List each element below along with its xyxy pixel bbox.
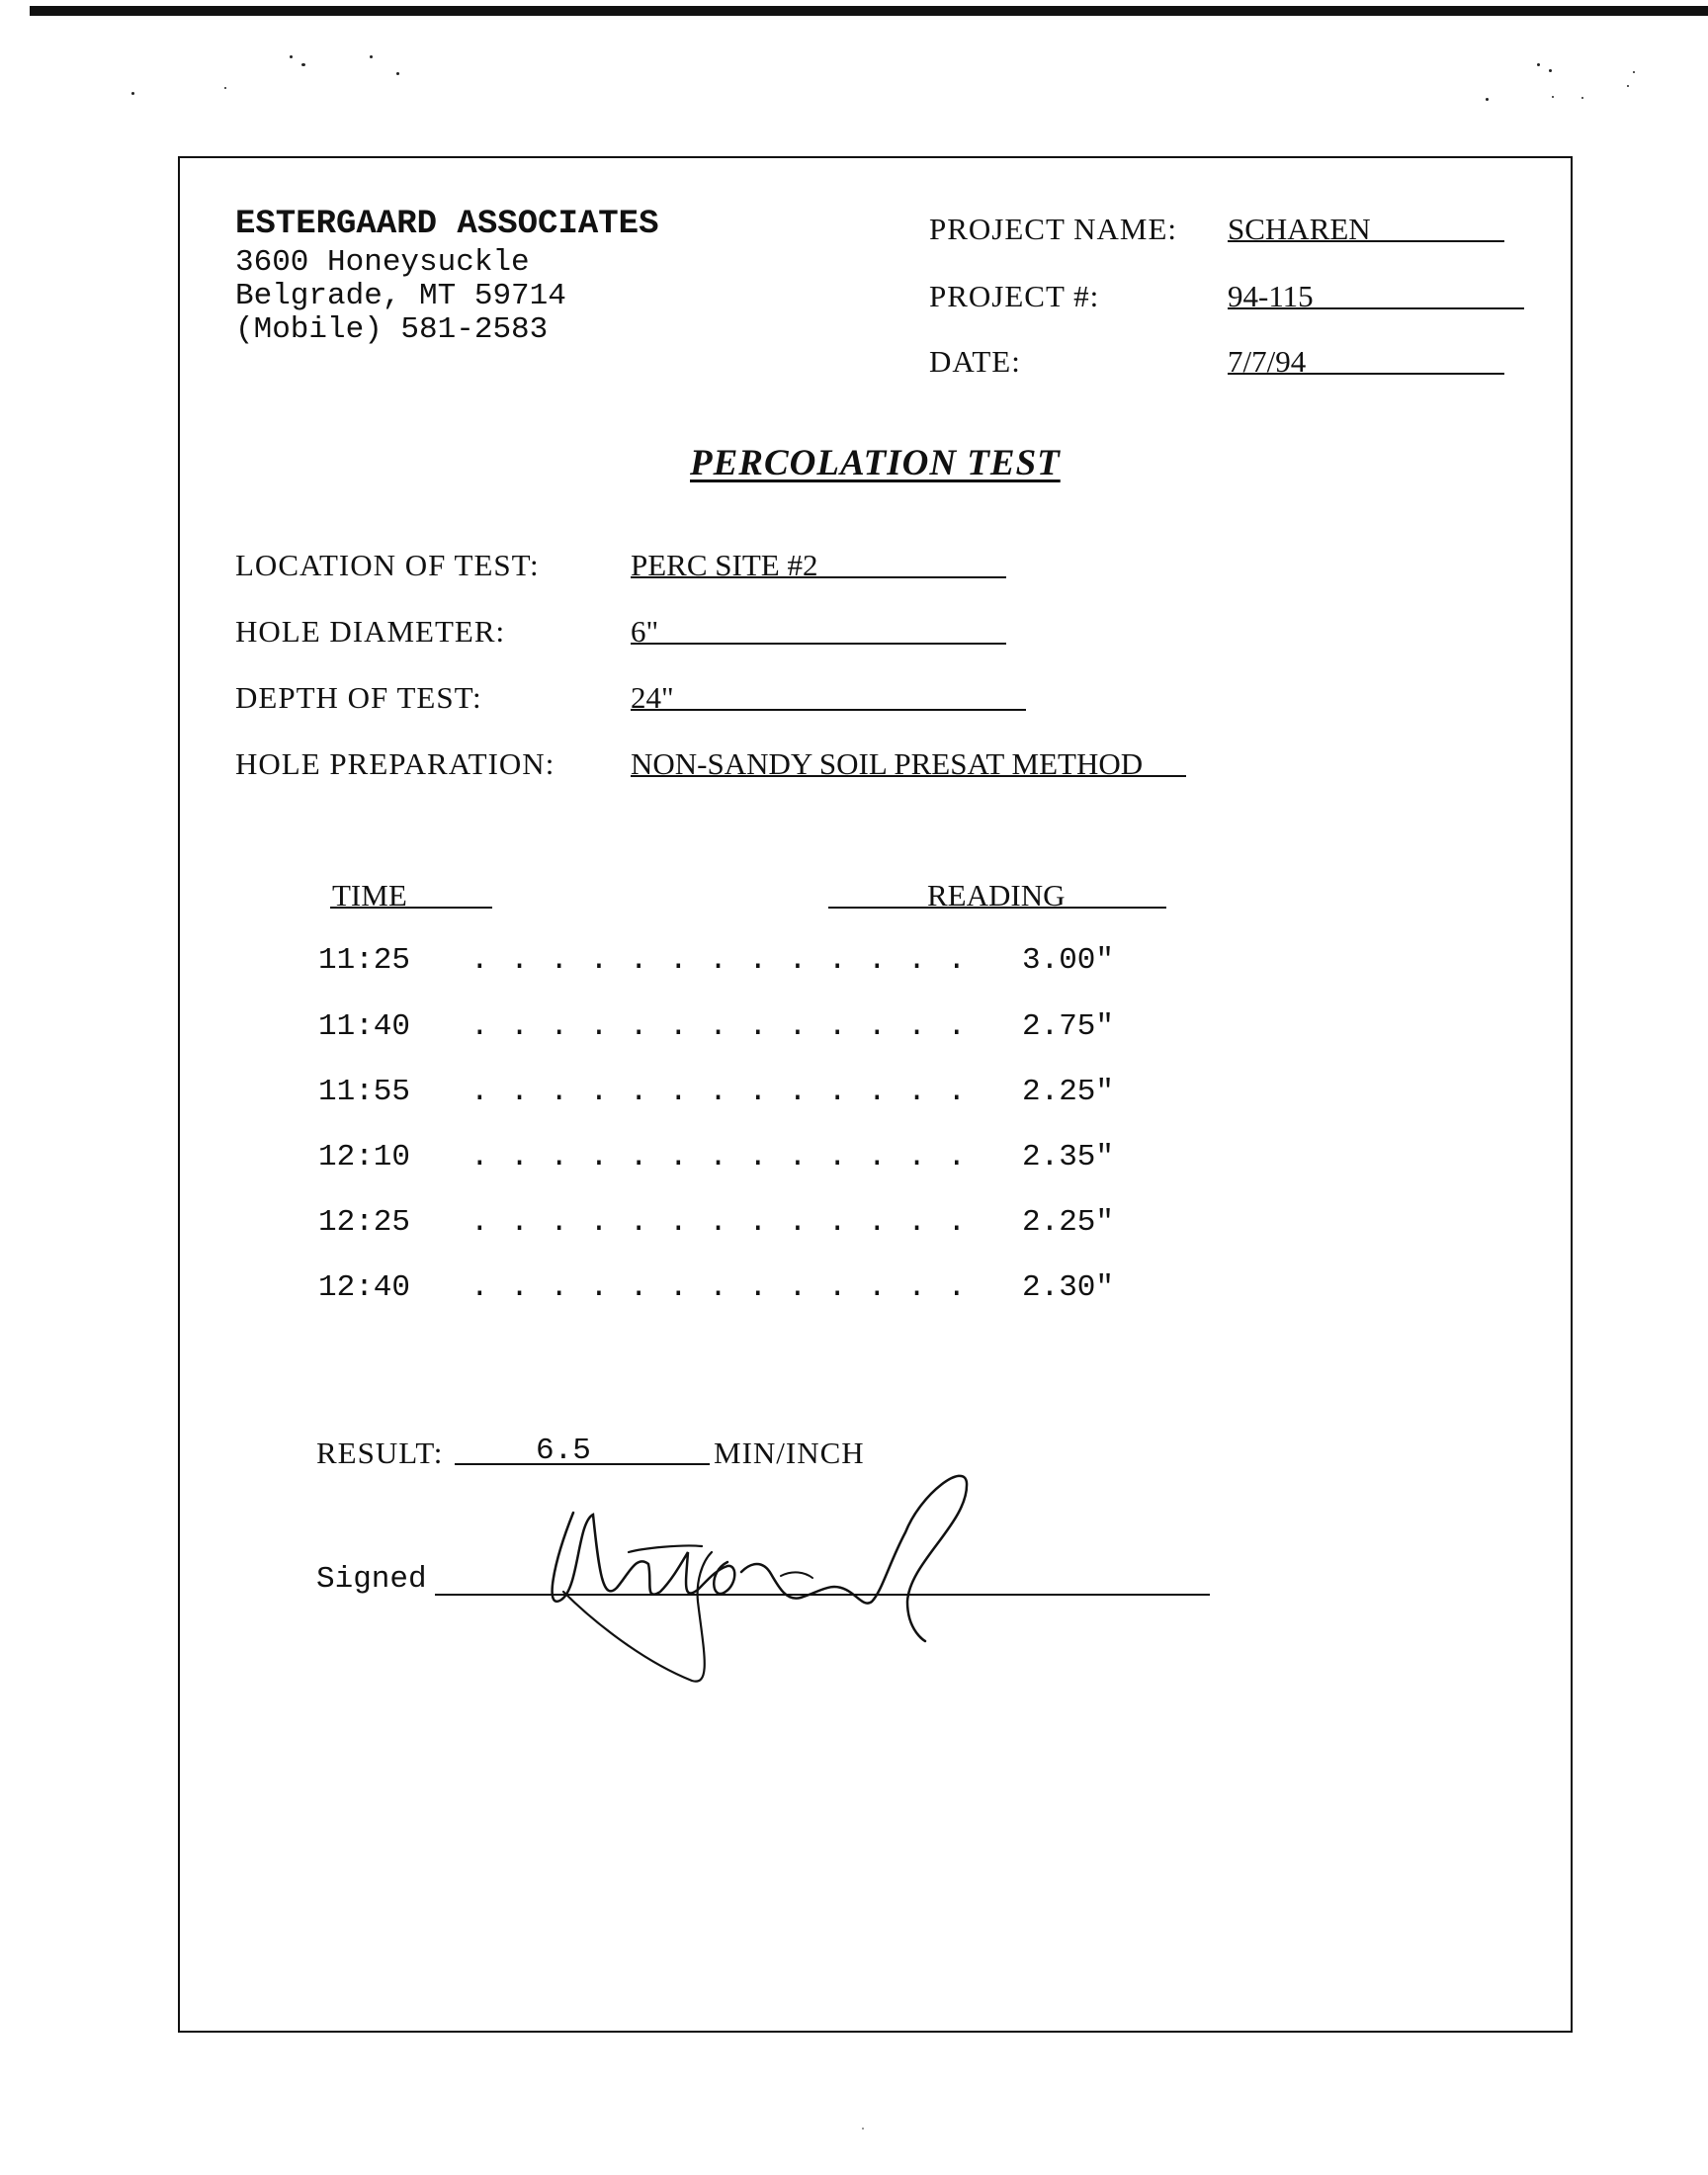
depth-underline xyxy=(631,709,1026,711)
project-name-underline xyxy=(1228,240,1504,242)
address-line-1: 3600 Honeysuckle xyxy=(235,245,530,280)
row-reading: 2.75" xyxy=(1022,1009,1115,1044)
form-title: PERCOLATION TEST xyxy=(690,443,1061,483)
diameter-value: 6" xyxy=(631,614,659,649)
location-label: LOCATION OF TEST: xyxy=(235,548,540,582)
dot-leader: . . . . . . . . . . . . . xyxy=(470,1140,967,1174)
reading-header-underline xyxy=(828,907,1166,909)
scan-specks xyxy=(0,0,1708,129)
row-time: 12:40 xyxy=(318,1270,411,1305)
date-label: DATE: xyxy=(929,344,1021,379)
scan-speck xyxy=(862,2128,864,2130)
project-number-underline xyxy=(1228,307,1524,309)
reading-header: READING xyxy=(927,878,1066,913)
dot-leader: . . . . . . . . . . . . . xyxy=(470,1270,967,1305)
row-time: 11:40 xyxy=(318,1009,411,1044)
project-name-label: PROJECT NAME: xyxy=(929,212,1177,246)
company-name: ESTERGAARD ASSOCIATES xyxy=(235,206,659,243)
date-value: 7/7/94 xyxy=(1228,344,1307,379)
dot-leader: . . . . . . . . . . . . . xyxy=(470,1205,967,1240)
row-reading: 3.00" xyxy=(1022,943,1115,978)
row-time: 12:25 xyxy=(318,1205,411,1240)
time-header: TIME xyxy=(332,878,407,913)
row-reading: 2.25" xyxy=(1022,1205,1115,1240)
dot-leader: . . . . . . . . . . . . . xyxy=(470,943,967,978)
row-time: 11:25 xyxy=(318,943,411,978)
row-reading: 2.25" xyxy=(1022,1075,1115,1109)
signed-label: Signed xyxy=(316,1562,427,1597)
dot-leader: . . . . . . . . . . . . . xyxy=(470,1009,967,1044)
result-label: RESULT: xyxy=(316,1436,444,1470)
location-value: PERC SITE #2 xyxy=(631,548,818,582)
dot-leader: . . . . . . . . . . . . . xyxy=(470,1075,967,1109)
diameter-underline xyxy=(631,643,1006,645)
result-value: 6.5 xyxy=(536,1434,591,1468)
project-name-value: SCHAREN xyxy=(1228,212,1371,246)
handwritten-signature xyxy=(534,1453,1008,1691)
depth-label: DEPTH OF TEST: xyxy=(235,680,482,715)
result-unit: MIN/INCH xyxy=(714,1436,865,1470)
project-number-label: PROJECT #: xyxy=(929,279,1100,313)
preparation-value: NON-SANDY SOIL PRESAT METHOD xyxy=(631,746,1144,781)
depth-value: 24" xyxy=(631,680,674,715)
location-underline xyxy=(631,576,1006,578)
preparation-label: HOLE PREPARATION: xyxy=(235,746,555,781)
preparation-underline xyxy=(631,775,1186,777)
row-time: 12:10 xyxy=(318,1140,411,1174)
row-reading: 2.35" xyxy=(1022,1140,1115,1174)
row-reading: 2.30" xyxy=(1022,1270,1115,1305)
phone-number: (Mobile) 581-2583 xyxy=(235,312,549,347)
date-underline xyxy=(1228,373,1504,375)
row-time: 11:55 xyxy=(318,1075,411,1109)
diameter-label: HOLE DIAMETER: xyxy=(235,614,506,649)
address-line-2: Belgrade, MT 59714 xyxy=(235,279,566,313)
time-header-underline xyxy=(330,907,492,909)
project-number-value: 94-115 xyxy=(1228,279,1314,313)
